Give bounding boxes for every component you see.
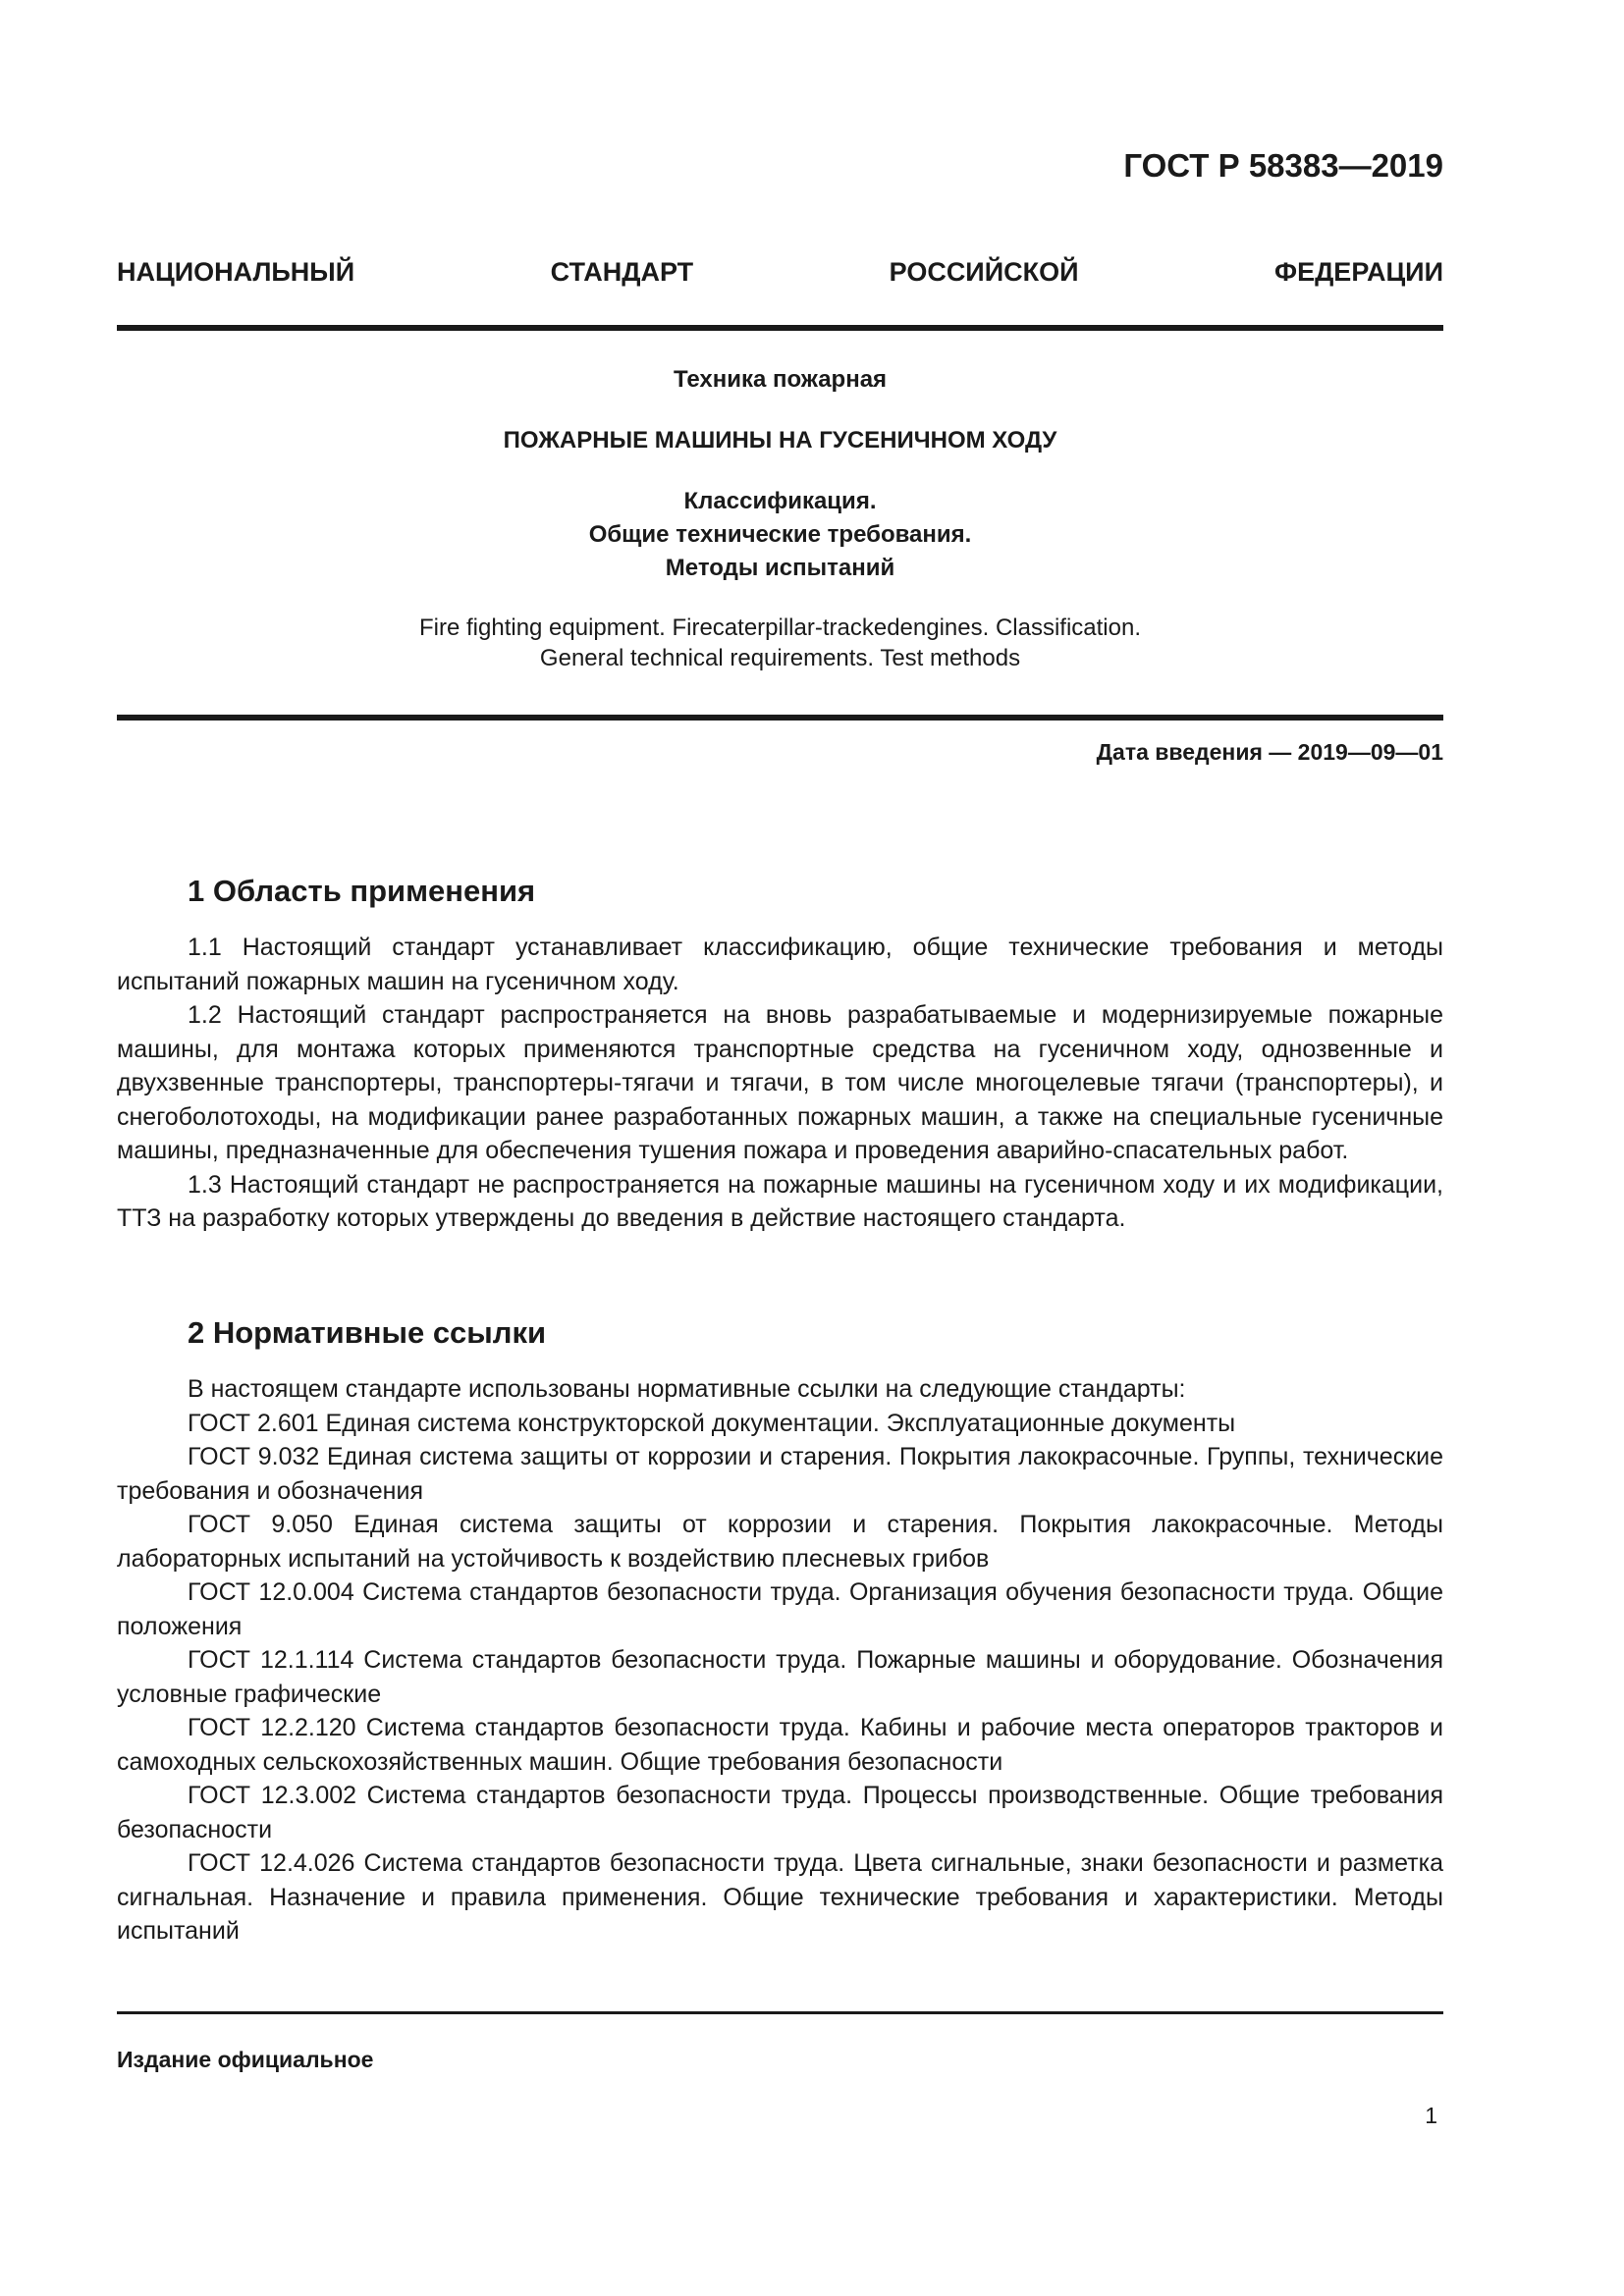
reference-item: ГОСТ 2.601 Единая система конструкторской документации. Эксплуатационные документы (188, 1409, 1236, 1437)
section-heading: 1 Область применения (188, 874, 536, 908)
title-sub-3: Методы испытаний (665, 555, 895, 581)
paragraph: 1.2 Настоящий стандарт распространяется на вновь разрабатываемые и модернизируемые пожарные машины, для монтажа которых применяются транспортные средства на гусеничном ходу, однозвенные и двухзвенные транспортеры, транспортеры-тягачи и тягачи, в том числе многоцелевые тягачи (транспортеры), и снегоболотоходы, на модификации ранее разработанных пожарных машин, а также на специальные гусеничные машины, предназначенные для обеспечения тушения пожара и проведения аварийно-спасательных работ. (117, 1001, 1443, 1164)
section-scope (117, 874, 1443, 1236)
reference-item: ГОСТ 9.050 Единая система защиты от коррозии и старения. Покрытия лакокрасочные. Методы лабораторных испытаний на устойчивость к воздействию плесневых грибов (117, 1511, 1443, 1573)
title-sub-1: Классификация. (683, 488, 877, 514)
title-sub-2: Общие технические требования. (588, 521, 972, 548)
section-heading: 2 Нормативные ссылки (188, 1315, 547, 1350)
title-english-1: Fire fighting equipment. Firecaterpillar-trackedengines. Classification. (419, 614, 1141, 641)
paragraph: В настоящем стандарте использованы нормативные ссылки на следующие стандарты: (188, 1375, 1186, 1403)
title-rule (117, 715, 1443, 721)
paragraph: 1.3 Настоящий стандарт не распространяется на пожарные машины на гусеничном ходу и их модификации, ТТЗ на разработку которых утверждены до введения в действие настоящего стандарта. (117, 1170, 1443, 1232)
reference-item: ГОСТ 12.3.002 Система стандартов безопасности труда. Процессы производственные. Общие требования безопасности (117, 1782, 1443, 1843)
title-english-2: General technical requirements. Test methods (539, 645, 1021, 671)
section-normative-references (117, 1315, 1443, 1949)
official-edition-label: Издание официальное (117, 2047, 374, 2072)
title-category: Техника пожарная (673, 366, 888, 393)
page-number: 1 (1425, 2103, 1437, 2128)
introduction-date: Дата введения — 2019—09—01 (1096, 739, 1443, 765)
reference-item: ГОСТ 12.4.026 Система стандартов безопасности труда. Цвета сигнальные, знаки безопасности и разметка сигнальная. Назначение и правила применения. Общие технические требования и характеристики. Методы испытаний (117, 1849, 1443, 1945)
reference-item: ГОСТ 12.0.004 Система стандартов безопасности труда. Организация обучения безопасности труда. Общие положения (117, 1578, 1443, 1640)
document-number: ГОСТ Р 58383—2019 (1123, 147, 1443, 184)
title-main: ПОЖАРНЫЕ МАШИНЫ НА ГУСЕНИЧНОМ ХОДУ (503, 427, 1057, 454)
footer-rule (117, 2011, 1443, 2014)
reference-item: ГОСТ 12.1.114 Система стандартов безопасности труда. Пожарные машины и оборудование. Обозначения условные графические (117, 1646, 1443, 1708)
national-standard-banner: НАЦИОНАЛЬНЫЙ СТАНДАРТ РОССИЙСКОЙ ФЕДЕРАЦИИ (117, 257, 1443, 287)
title-block (117, 363, 1443, 673)
paragraph: 1.1 Настоящий стандарт устанавливает классификацию, общие технические требования и методы испытаний пожарных машин на гусеничном ходу. (117, 934, 1443, 995)
reference-item: ГОСТ 12.2.120 Система стандартов безопасности труда. Кабины и рабочие места операторов тракторов и самоходных сельскохозяйственных машин. Общие требования безопасности (117, 1714, 1443, 1776)
top-rule (117, 325, 1443, 331)
reference-item: ГОСТ 9.032 Единая система защиты от коррозии и старения. Покрытия лакокрасочные. Группы, технические требования и обозначения (117, 1443, 1443, 1505)
